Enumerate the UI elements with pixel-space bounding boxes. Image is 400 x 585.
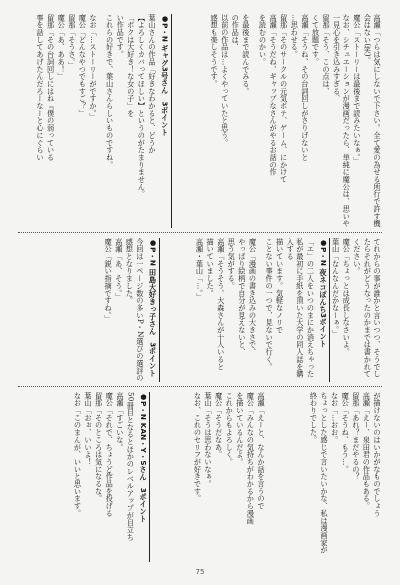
review-heading: ●P・N 夜ネコぽんち3ボイント — [318, 238, 330, 382]
tier-top — [18, 14, 382, 228]
paragraph: なお、シチュエーションが漫画だったら、単純に魔公は、思いや一見心を引き込みすぎる、 — [332, 14, 352, 228]
paragraph: 葉山「なんなんだかなーぁ。」 — [331, 238, 341, 338]
paragraph: 50冊目となるとほかのレベルアップが目立ち — [126, 392, 136, 542]
paragraph: の作品は、 — [231, 14, 241, 51]
paragraph: 魔公「みんなの気持ちがわかるから漫画 — [246, 392, 256, 525]
text-column-9 — [156, 392, 266, 562]
tier-middle — [18, 238, 382, 382]
text-column-1 — [257, 14, 382, 228]
paragraph: 【よろしくカバってほしい】というのがたまりません。 — [137, 14, 147, 198]
paragraph: 葉山「おぉ、いいよ！ — [84, 392, 94, 466]
paragraph: 高瀬「あ、そう。」 — [114, 238, 124, 301]
paragraph: 私が最初に手紙を頂いた大学の同人誌を購入する — [286, 238, 305, 378]
paragraph: やっぱり絵柄で自分が見えないと、 — [237, 238, 247, 356]
paragraph: 描いています。気軽なノリで — [275, 238, 285, 334]
paragraph: 留那「その台詞回しにはね『僕の弱っている — [46, 14, 56, 161]
paragraph: 魔公「どんなやつでもすご？」 — [78, 14, 88, 117]
paragraph: 「ボクは大好き！な女の子」を — [126, 14, 136, 117]
paragraph: これらの好きで、葉山さんらしいものですね。 — [105, 14, 115, 169]
paragraph: 葉山「そうは思わないなぁ。 — [204, 392, 214, 488]
paragraph: 高瀬「そうね、その台詞回しがさりげないと — [300, 14, 310, 161]
paragraph: ちょっとした感じで言いたいかな、私は漫画家が — [320, 392, 330, 554]
paragraph: 魔公「漫画の書き込みの大きさで、 — [248, 238, 258, 356]
paragraph: 終わりでした。 — [309, 392, 319, 444]
paragraph: 今回は一ページ数の多いP・N選びの選評の — [135, 238, 145, 382]
paragraph: 魔公「鋭い指摘ですね。」 — [104, 238, 114, 323]
page-number: 75 — [195, 568, 205, 576]
paragraph: なお「…おお。 — [330, 392, 340, 444]
paragraph: 魔公「それで、ちょうど作品を投げる — [105, 392, 115, 517]
paragraph: 高瀬「つらは気にしないで下さい。全て愛の為せる所行で許す機会はない(笑)。 — [363, 14, 382, 228]
review-heading: ●P・N KAN・Y・Sさん 3ポイント — [138, 392, 150, 562]
paragraph: 高瀬・葉山「…。」 — [195, 238, 205, 301]
text-column-8 — [272, 392, 382, 562]
section-divider — [18, 386, 382, 387]
text-column-5 — [263, 238, 382, 382]
paragraph: い作品です。 — [116, 14, 126, 59]
paragraph: 以前の作品は…よくやっていたと思う。 — [220, 14, 230, 147]
paragraph: 留那「そのところは気になるな。 — [94, 392, 104, 503]
tier-bottom — [18, 392, 382, 562]
paragraph: 留那「そのサークルの元気ポテ、ゲーム、にかけて — [279, 14, 289, 184]
paragraph: 魔公「ちょっとは成長しなさいよ。 — [342, 238, 352, 356]
paragraph: ください。 — [352, 238, 362, 275]
paragraph: 事を話してあげたんだろーなーと心にぐらい — [36, 14, 46, 161]
paragraph: 「エ」の二人をいつのまにか消えちゃった — [306, 238, 316, 378]
paragraph: 魔公「そうね、もう…。 — [341, 392, 351, 473]
paragraph: これからもよろしく。 — [225, 392, 235, 466]
section-divider — [18, 232, 382, 233]
paragraph: なお、これのセリフが好きです。 — [193, 392, 203, 503]
paragraph: 高瀬「そうそう、大森さんが十人いると — [216, 238, 226, 371]
review-heading: ●P・N 田島大好きっ子さん 3ポイント — [148, 238, 160, 382]
paragraph: 留那「そう、この点は、 — [322, 14, 332, 95]
paragraph: 高瀬「えー、泉田君の作品もある。 — [362, 392, 372, 510]
paragraph: 留那「そうさ。」 — [67, 14, 77, 70]
text-column-4 — [18, 14, 98, 228]
paragraph: くて放題です。 — [311, 14, 321, 66]
paragraph: 思う気がする。 — [227, 238, 237, 290]
paragraph: ことない事件の一つで、見ないで行く。 — [265, 238, 275, 371]
review-heading: ●P・N ギャグ3号さん 3ポイント — [160, 14, 172, 228]
paragraph: 葉山さんの作品「好きなわかると、どうか — [147, 14, 157, 154]
paragraph: てれからの事が誰かと言いつつ、そうでしたらそれがどうなったのかまでは書かれて — [363, 238, 382, 378]
paragraph: を描いているんだよ。 — [235, 392, 245, 466]
paragraph: を読むのかい。 — [258, 14, 268, 66]
paragraph: なお「このまんが、いいと思います。 — [73, 392, 83, 517]
text-column-7 — [18, 238, 160, 382]
paragraph: 描いていました。 — [206, 238, 216, 297]
paragraph: 高瀬「そうだね、ギャップなさんがやるお話の作 — [269, 14, 279, 176]
paragraph: 留那「あれ？まだやるの？ — [351, 392, 361, 481]
text-column-2 — [178, 14, 251, 228]
paragraph: 魔公「あ、ああ！」 — [57, 14, 67, 81]
paragraph: を最後まで読んでみる。 — [241, 14, 251, 95]
paragraph: 高瀬「すごいな。 — [115, 392, 125, 451]
paragraph: 感想も楽しそうです。 — [210, 14, 220, 88]
paragraph: 高瀬「えーと、なんか話を言うので — [257, 392, 266, 510]
paragraph: が描けないのはいかがなものでしょう — [373, 392, 382, 517]
paragraph: 感想となりました。 — [125, 238, 135, 305]
text-column-6 — [166, 238, 258, 382]
paragraph: …思わせる。 — [290, 14, 300, 59]
paragraph: 魔公「ストーリーは最後まで読みたいなぁ。」 — [352, 14, 362, 165]
text-column-3 — [104, 14, 172, 228]
text-column-10 — [64, 392, 150, 562]
paragraph: 魔公「そうだなあ。 — [214, 392, 224, 459]
paragraph: なお「…ストーリーがですか。」 — [88, 14, 98, 121]
